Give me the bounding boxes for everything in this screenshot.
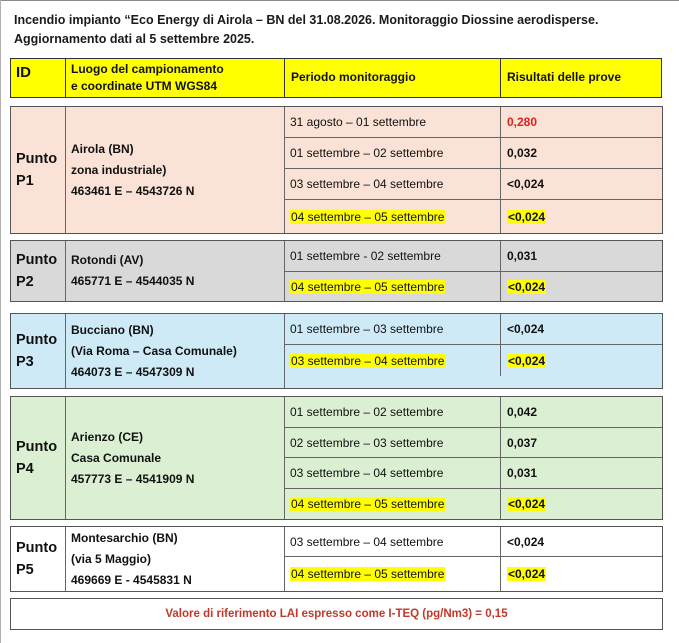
point-block-p3: [10, 313, 663, 389]
point-id-cell: [11, 527, 66, 591]
period-text: 31 agosto – 01 settembre: [290, 115, 427, 129]
point-code: P1: [16, 173, 34, 189]
location-name: Montesarchio (BN): [71, 530, 178, 545]
result-cell: [501, 397, 662, 427]
result-cell: [501, 557, 662, 591]
period-cell: [285, 527, 501, 556]
period-text: 02 settembre – 03 settembre: [290, 435, 444, 450]
result-cell: [501, 458, 662, 488]
result-cell: [501, 138, 662, 168]
result-value: <0,024: [507, 534, 545, 549]
period-cell: [285, 489, 501, 519]
period-cell: [285, 397, 501, 427]
location-name: Rotondi (AV): [71, 253, 144, 267]
location-cell: [66, 107, 285, 233]
result-value-highlighted: <0,024: [508, 567, 546, 581]
point-code: P4: [16, 461, 34, 477]
location-name: Arienzo (CE): [71, 429, 143, 444]
header-risultati: Risultati delle prove: [507, 70, 622, 84]
result-cell: [501, 314, 662, 344]
result-cell: [501, 200, 662, 233]
point-code: P3: [16, 354, 34, 370]
result-value: <0,024: [507, 177, 545, 191]
point-block-p5: [10, 526, 663, 592]
location-coordinates: 464073 E – 4547309 N: [71, 364, 195, 379]
location-coordinates: 457773 E – 4541909 N: [71, 471, 195, 486]
location-detail: (Via Roma – Casa Comunale): [71, 343, 237, 358]
measurement-row-highlighted: [285, 489, 662, 519]
period-cell: [285, 200, 501, 233]
page-left-rule: [0, 0, 1, 643]
location-coordinates: 463461 E – 4543726 N: [71, 183, 195, 198]
location-name: Airola (BN): [71, 141, 134, 156]
page-top-rule: [0, 0, 679, 1]
period-cell: [285, 458, 501, 488]
period-text-highlighted: 04 settembre – 05 settembre: [291, 497, 445, 511]
period-text: 01 settembre – 02 settembre: [290, 405, 444, 419]
point-label: Punto: [16, 151, 58, 167]
point-block-p4: [10, 396, 663, 520]
table-header-row: [10, 58, 662, 98]
period-cell: [285, 345, 501, 376]
result-value-exceeding: 0,280: [507, 115, 538, 129]
header-id: ID: [11, 59, 66, 97]
document-heading: [14, 11, 664, 49]
heading-line-1: Incendio impianto “Eco Energy di Airola – BN del 31.08.2026. Monitoraggio Diossine aerodisperse.: [14, 13, 599, 27]
result-cell: [501, 527, 662, 556]
header-luogo-line-2: e coordinate UTM WGS84: [71, 79, 218, 93]
location-coordinates: 465771 E – 4544035 N: [71, 274, 195, 288]
point-label: Punto: [16, 439, 58, 455]
result-value-highlighted: <0,024: [508, 279, 546, 294]
period-text: 03 settembre – 04 settembre: [290, 534, 444, 549]
measurement-row: [285, 169, 662, 200]
measurement-row-highlighted: [285, 345, 662, 376]
measurement-row: [285, 241, 662, 272]
point-label: Punto: [16, 252, 58, 268]
header-luogo: [66, 59, 285, 97]
result-value-highlighted: <0,024: [508, 497, 546, 511]
period-text: 03 settembre – 04 settembre: [290, 177, 444, 191]
point-id-cell: [11, 241, 66, 301]
period-cell: [285, 428, 501, 457]
point-code: P5: [16, 562, 34, 578]
measurement-row-highlighted: [285, 272, 662, 301]
period-text: 01 settembre – 03 settembre: [290, 322, 444, 336]
result-value-highlighted: <0,024: [508, 353, 546, 368]
period-cell: [285, 241, 501, 271]
point-label: Punto: [16, 540, 58, 556]
location-detail: Casa Comunale: [71, 450, 162, 465]
location-detail: zona industriale): [71, 162, 167, 177]
period-cell: [285, 314, 501, 344]
period-text: 03 settembre – 04 settembre: [290, 466, 444, 480]
header-luogo-line-1: Luogo del campionamento: [71, 62, 224, 76]
point-code: P2: [16, 274, 34, 290]
location-cell: [66, 397, 285, 519]
point-block-p1: [10, 106, 663, 234]
location-cell: [66, 527, 285, 591]
point-label: Punto: [16, 332, 58, 348]
result-value: 0,031: [507, 249, 538, 263]
result-value-highlighted: <0,024: [508, 209, 546, 224]
measurement-row: [285, 397, 662, 428]
result-cell: [501, 107, 662, 137]
location-cell: [66, 314, 285, 388]
period-cell: [285, 272, 501, 301]
period-cell: [285, 138, 501, 168]
period-cell: [285, 557, 501, 591]
result-cell: [501, 345, 662, 376]
measurement-row-highlighted: [285, 200, 662, 233]
result-cell: [501, 241, 662, 271]
point-block-p2: [10, 240, 663, 302]
result-cell: [501, 428, 662, 457]
header-periodo: Periodo monitoraggio: [285, 59, 501, 97]
heading-line-2: Aggiornamento dati al 5 settembre 2025.: [14, 32, 255, 46]
measurement-row: [285, 428, 662, 458]
period-text: 01 settembre – 02 settembre: [290, 146, 444, 160]
point-id-cell: [11, 397, 66, 519]
point-id-cell: [11, 314, 66, 388]
result-value: <0,024: [507, 322, 545, 336]
period-text: 01 settembre - 02 settembre: [290, 249, 441, 263]
result-value: 0,042: [507, 405, 538, 419]
result-value: 0,031: [507, 466, 538, 480]
location-cell: [66, 241, 285, 301]
location-detail: (via 5 Maggio): [71, 551, 152, 566]
result-cell: [501, 169, 662, 199]
period-text-highlighted: 04 settembre – 05 settembre: [291, 209, 445, 224]
period-text-highlighted: 04 settembre – 05 settembre: [291, 567, 445, 581]
measurement-row-highlighted: [285, 557, 662, 591]
location-coordinates: 469669 E - 4545831 N: [71, 572, 192, 587]
result-value: 0,037: [507, 435, 538, 450]
period-text-highlighted: 03 settembre – 04 settembre: [291, 353, 445, 368]
period-text-highlighted: 04 settembre – 05 settembre: [291, 279, 445, 294]
result-value: 0,032: [507, 146, 538, 160]
measurement-row: [285, 138, 662, 169]
measurement-row: [285, 314, 662, 345]
measurement-row: [285, 458, 662, 489]
period-cell: [285, 169, 501, 199]
period-cell: [285, 107, 501, 137]
measurement-row: [285, 527, 662, 557]
point-id-cell: [11, 107, 66, 233]
result-cell: [501, 489, 662, 519]
result-cell: [501, 272, 662, 301]
reference-value-note: Valore di riferimento LAI espresso come I-TEQ (pg/Nm3) = 0,15: [10, 598, 663, 630]
measurement-row: [285, 107, 662, 138]
location-name: Bucciano (BN): [71, 322, 154, 337]
